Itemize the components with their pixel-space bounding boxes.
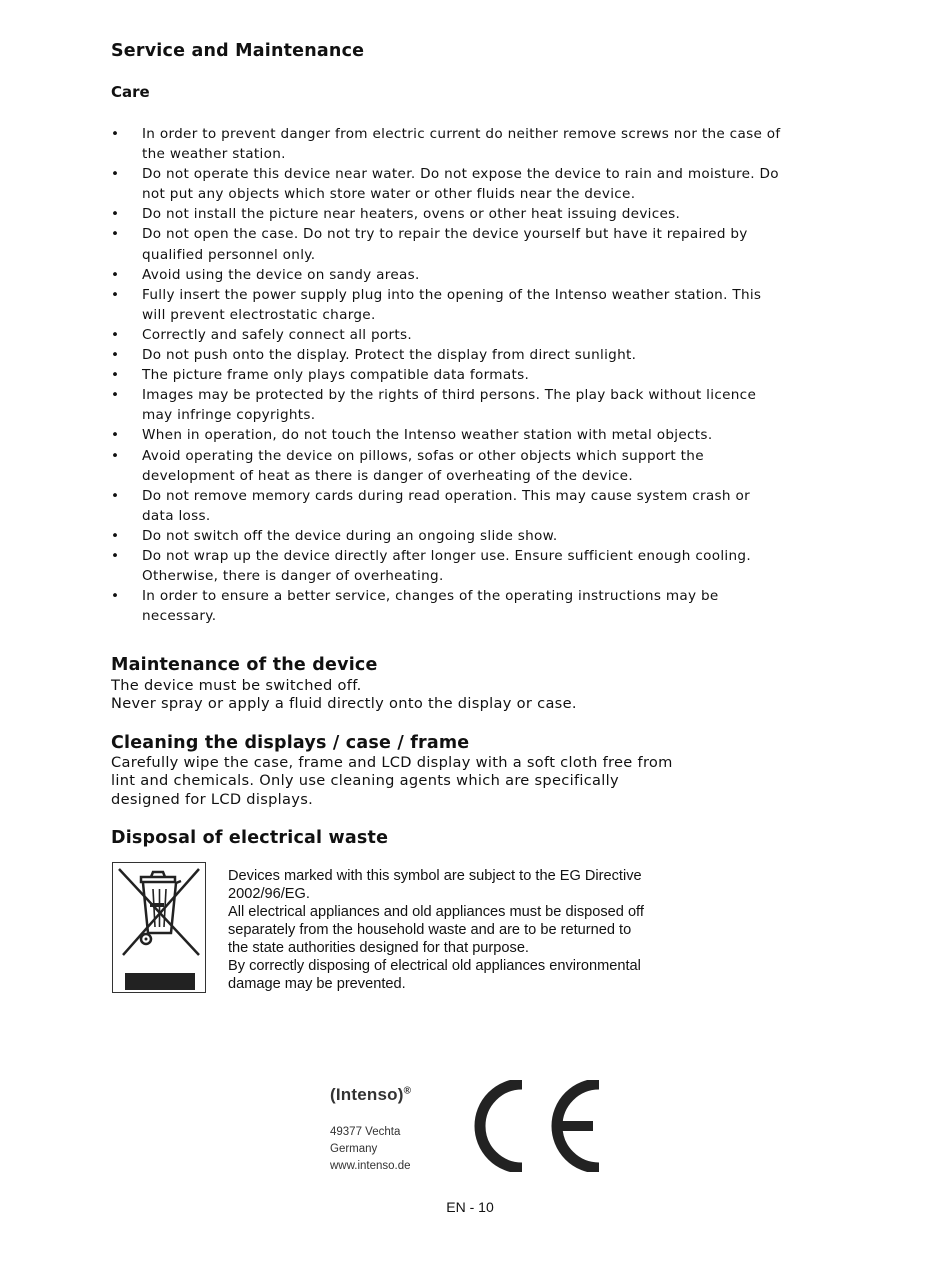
care-item-line: not put any objects which store water or other fluids near the device. xyxy=(142,186,636,203)
bullet-icon: • xyxy=(111,166,120,183)
disposal-line: 2002/96/EG. xyxy=(228,886,310,902)
care-item-line: Avoid using the device on sandy areas. xyxy=(142,266,420,283)
bullet-icon: • xyxy=(111,367,120,384)
care-item-line: Correctly and safely connect all ports. xyxy=(142,326,413,343)
address-line: Germany xyxy=(330,1143,378,1155)
bullet-icon: • xyxy=(111,126,120,142)
care-item-line: Avoid operating the device on pillows, sofas or other objects which support the xyxy=(142,447,704,464)
bullet-icon: • xyxy=(111,206,120,223)
care-item-line: Otherwise, there is danger of overheating. xyxy=(142,568,444,585)
maintenance-line: Never spray or apply a fluid directly onto the display or case. xyxy=(111,695,577,713)
care-item xyxy=(111,446,791,486)
cleaning-line: designed for LCD displays. xyxy=(111,790,314,808)
ce-mark-icon xyxy=(472,1080,602,1172)
care-item-line: Do not push onto the display. Protect the display from direct sunlight. xyxy=(142,347,637,364)
bullet-icon: • xyxy=(111,547,120,564)
care-item-line: In order to ensure a better service, changes of the operating instructions may be xyxy=(142,588,719,605)
bullet-icon: • xyxy=(111,527,120,544)
care-item xyxy=(111,365,791,385)
bullet-icon: • xyxy=(111,427,120,444)
disposal-line: By correctly disposing of electrical old appliances environmental xyxy=(228,958,641,974)
care-item xyxy=(111,586,791,626)
care-item-line: The picture frame only plays compatible data formats. xyxy=(142,367,530,384)
disposal-line: damage may be prevented. xyxy=(228,976,406,992)
care-item xyxy=(111,546,791,586)
care-item-line: may infringe copyrights. xyxy=(142,407,316,424)
disposal-line: separately from the household waste and are to be returned to xyxy=(228,922,632,938)
care-item-line: will prevent electrostatic charge. xyxy=(142,306,376,323)
care-item xyxy=(111,345,791,365)
bullet-icon: • xyxy=(111,226,120,243)
care-item-line: data loss. xyxy=(142,507,211,524)
care-item-line: Do not operate this device near water. Do not expose the device to rain and moisture. Do xyxy=(142,166,779,183)
bullet-icon: • xyxy=(111,326,120,343)
care-list xyxy=(111,124,791,626)
disposal-line: Devices marked with this symbol are subject to the EG Directive xyxy=(228,868,642,884)
care-item-line: Do not install the picture near heaters, ovens or other heat issuing devices. xyxy=(142,206,681,223)
care-item-line: When in operation, do not touch the Intenso weather station with metal objects. xyxy=(142,427,713,444)
bullet-icon: • xyxy=(111,588,120,605)
care-item-line: necessary. xyxy=(142,608,217,625)
care-item-line: Do not remove memory cards during read operation. This may cause system crash or xyxy=(142,487,750,504)
bullet-icon: • xyxy=(111,347,120,364)
care-heading: Care xyxy=(111,83,150,101)
maintenance-heading: Maintenance of the device xyxy=(111,655,378,675)
cleaning-line: lint and chemicals. Only use cleaning agents which are specifically xyxy=(111,772,619,790)
care-item xyxy=(111,325,791,345)
care-item-line: Images may be protected by the rights of third persons. The play back without licence xyxy=(142,387,757,404)
care-item xyxy=(111,164,791,204)
care-item-line: Do not wrap up the device directly after longer use. Ensure sufficient enough cooling. xyxy=(142,547,751,564)
page-number: EN - 10 xyxy=(446,1199,494,1215)
maintenance-line: The device must be switched off. xyxy=(111,677,362,694)
cleaning-text xyxy=(111,754,711,809)
care-item-line: qualified personnel only. xyxy=(142,246,316,263)
disposal-text xyxy=(228,867,698,993)
bullet-icon: • xyxy=(111,447,120,464)
care-item-line: Do not open the case. Do not try to repair the device yourself but have it repaired by xyxy=(142,226,748,243)
care-item xyxy=(111,526,791,546)
crossed-out-wheelie-bin-icon xyxy=(112,862,206,993)
disposal-line: All electrical appliances and old appliances must be disposed off xyxy=(228,904,644,920)
care-item xyxy=(111,285,791,325)
care-item-line: the weather station. xyxy=(142,146,286,163)
disposal-heading: Disposal of electrical waste xyxy=(111,828,389,848)
cleaning-line: Carefully wipe the case, frame and LCD display with a soft cloth free from xyxy=(111,754,673,771)
care-item-line: development of heat as there is danger of overheating of the device. xyxy=(142,467,633,484)
address-line: www.intenso.de xyxy=(330,1160,411,1172)
bullet-icon: • xyxy=(111,487,120,504)
address-line: 49377 Vechta xyxy=(330,1126,401,1138)
bullet-icon: • xyxy=(111,266,120,283)
cleaning-heading: Cleaning the displays / case / frame xyxy=(111,733,470,753)
manufacturer-address xyxy=(330,1124,411,1175)
intenso-logo: (Intenso)® xyxy=(330,1085,412,1104)
care-item xyxy=(111,385,791,425)
maintenance-text xyxy=(111,677,711,714)
care-item xyxy=(111,425,791,445)
care-item-line: Do not switch off the device during an ongoing slide show. xyxy=(142,527,558,544)
care-item xyxy=(111,486,791,526)
disposal-line: the state authorities designed for that purpose. xyxy=(228,940,529,956)
bullet-icon: • xyxy=(111,286,120,303)
bullet-icon: • xyxy=(111,387,120,404)
care-item-line: In order to prevent danger from electric current do neither remove screws nor the case of xyxy=(142,126,781,142)
manufacturer-block xyxy=(330,1085,411,1175)
care-item xyxy=(111,204,791,224)
page-heading: Service and Maintenance xyxy=(111,41,365,61)
care-item-line: Fully insert the power supply plug into the opening of the Intenso weather station. This xyxy=(142,286,762,303)
care-item xyxy=(111,265,791,285)
care-item xyxy=(111,124,791,164)
care-item xyxy=(111,224,791,264)
